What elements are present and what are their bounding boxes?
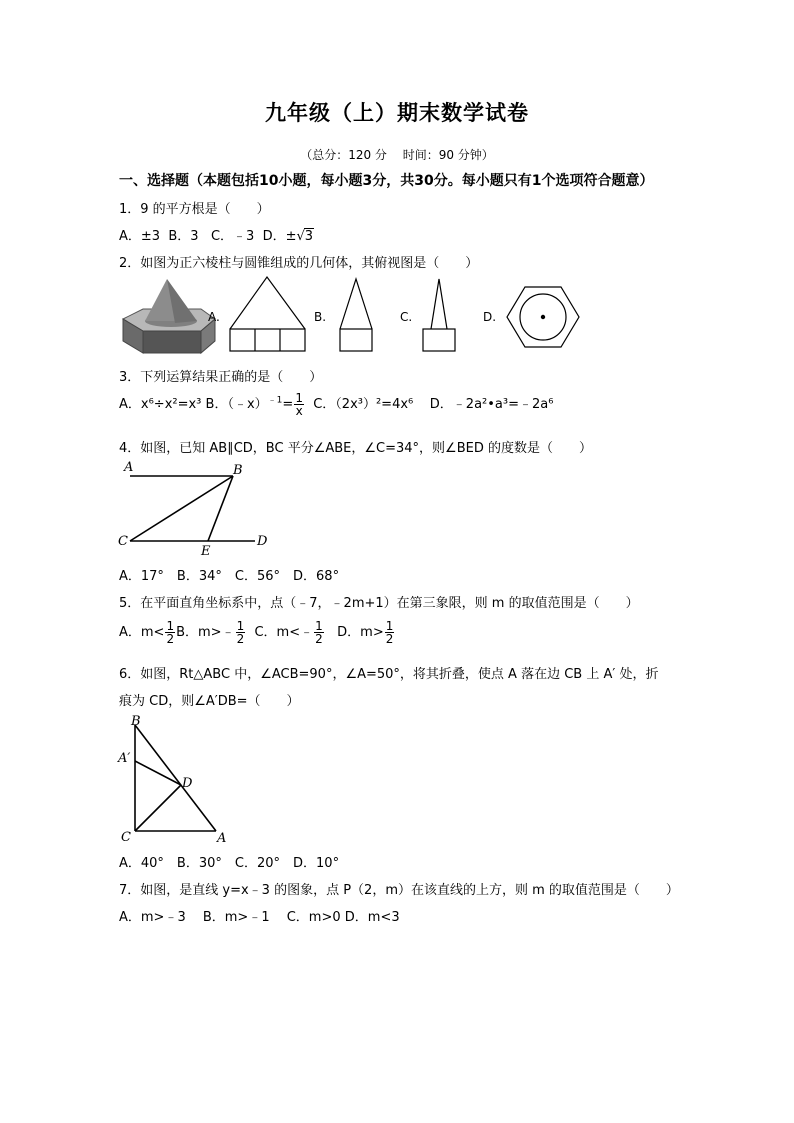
point-d-label: D <box>182 776 193 791</box>
question-1-stem: 1．9 的平方根是（ ） <box>119 202 270 217</box>
side-ab <box>135 725 216 831</box>
option-a-view <box>230 277 305 351</box>
point-a-label: A <box>124 460 134 475</box>
q3-option-b: B．（﹣x）$^{﹣1}$= $\frac{1}{x}$ <box>205 391 303 418</box>
q2-label-b: B. <box>314 310 327 324</box>
question-6-figure <box>115 710 245 845</box>
point-a-prime-label: A′ <box>118 751 131 766</box>
question-5-stem: 5．在平面直角坐标系中，点（﹣7，﹣2m+1）在第三象限，则 m 的取值范围是（ ） <box>119 596 639 611</box>
question-7-options: A．m>﹣3 B．m>﹣1 C．m>0 D．m<3 <box>119 910 400 925</box>
question-5-options <box>119 620 395 645</box>
point-e-label: E <box>201 544 211 556</box>
q5-option-c: C．m<﹣ $\frac{1}{2}$ <box>254 619 323 646</box>
radicand: 3 <box>304 229 314 244</box>
question-6-stem-line1: 6．如图，Rt△ABC 中，∠ACB=90°，∠A=50°，将其折叠，使点 A 落在边 CB 上 A′ 处，折 <box>119 667 659 682</box>
question-3-options <box>119 392 553 417</box>
question-2-figures <box>115 275 595 355</box>
question-6-stem-line2: 痕为 CD，则∠A′DB=（ ） <box>119 694 300 709</box>
q1-option-c: C．﹣3 <box>210 229 255 244</box>
question-4-options: A．17° B．34° C．56° D．68° <box>119 569 340 584</box>
q2-label-d: D. <box>483 310 497 324</box>
question-2-stem: 2．如图为正六棱柱与圆锥组成的几何体，其俯视图是（ ） <box>119 256 479 271</box>
q1-option-d: D．±√3 <box>262 229 314 244</box>
point-c-label: C <box>118 534 128 549</box>
q5-option-d: D．m> $\frac{1}{2}$ <box>337 619 394 646</box>
page-title: 九年级（上）期末数学试卷 <box>265 101 529 125</box>
q2-label-a: A. <box>208 310 220 324</box>
prism-cone-solid <box>123 279 215 353</box>
q2-label-c: C. <box>400 310 413 324</box>
option-b-view <box>340 279 372 351</box>
point-b-label: B <box>131 714 141 729</box>
exam-info: （总分：120 分 时间：90 分钟） <box>300 148 494 162</box>
line-bc <box>130 476 233 541</box>
point-c-label: C <box>121 830 131 845</box>
question-4-stem: 4．如图，已知 AB∥CD，BC 平分∠ABE，∠C=34°，则∠BED 的度数是（ ） <box>119 441 592 456</box>
fold-cd <box>135 785 181 831</box>
q1-option-a: A．±3 <box>119 229 161 244</box>
question-6-options: A．40° B．30° C．20° D．10° <box>119 856 340 871</box>
point-b-label: B <box>233 463 243 478</box>
q5-option-b: B．m>﹣ $\frac{1}{2}$ <box>176 619 245 646</box>
q3-option-a: A．x⁶÷x²=x³ <box>119 397 202 412</box>
option-d-view <box>507 287 579 347</box>
option-c-view <box>423 279 455 351</box>
line-be <box>208 476 233 541</box>
question-7-stem: 7．如图，是直线 y=x﹣3 的图象，点 P（2，m）在该直线的上方，则 m 的取值范围是（ ） <box>119 883 679 898</box>
point-a-label: A <box>217 831 227 845</box>
point-d-label: D <box>257 534 268 549</box>
q5-option-a: A．m< $\frac{1}{2}$ <box>119 619 175 646</box>
q1-option-b: B．3 <box>168 229 199 244</box>
q3-option-d: D．﹣2a²•a³=﹣2a⁶ <box>429 397 554 412</box>
segment-a1d <box>135 761 181 785</box>
section-heading: 一、选择题（本题包括10小题，每小题3分，共30分。每小题只有1个选项符合题意） <box>119 173 654 189</box>
q3-option-c: C．（2x³）²=4x⁶ <box>313 397 414 412</box>
question-3-stem: 3．下列运算结果正确的是（ ） <box>119 370 323 385</box>
question-1-options <box>119 225 314 244</box>
question-4-figure <box>115 456 275 556</box>
